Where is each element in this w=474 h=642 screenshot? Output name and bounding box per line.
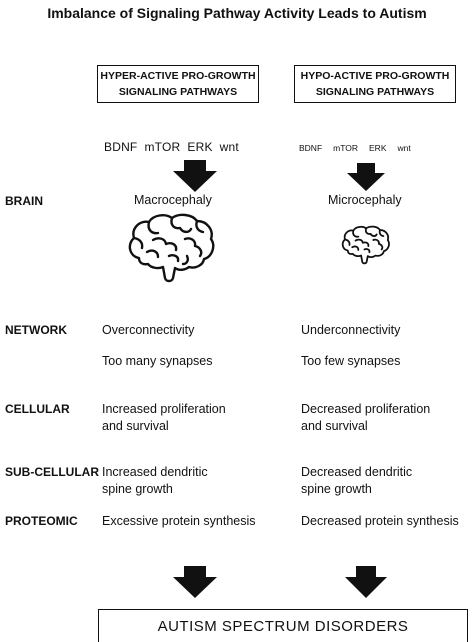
brain-icon <box>125 212 215 284</box>
cellular-left-value-2: and survival <box>102 419 169 433</box>
down-arrow-icon <box>173 566 217 598</box>
hyper-active-box-line1: HYPER-ACTIVE PRO-GROWTH <box>100 70 256 82</box>
cellular-right-value-1: Decreased proliferation <box>301 402 431 416</box>
network-left-value-1: Overconnectivity <box>102 323 195 337</box>
network-left-value-2: Too many synapses <box>102 354 213 368</box>
down-arrow-icon <box>347 163 385 191</box>
gene-label: ERK <box>369 143 387 153</box>
cellular-right-value-2: and survival <box>301 419 368 433</box>
subcellular-right-value-1: Decreased dendritic <box>301 465 413 479</box>
level-label-cellular: CELLULAR <box>5 402 70 416</box>
down-arrow-icon <box>173 160 217 192</box>
gene-label: ERK <box>187 140 213 154</box>
subcellular-left-value-2: spine growth <box>102 482 173 496</box>
level-label-proteomic: PROTEOMIC <box>5 514 78 528</box>
subcellular-right-value-2: spine growth <box>301 482 372 496</box>
gene-label: mTOR <box>333 143 359 153</box>
cellular-left-value-1: Increased proliferation <box>102 402 226 416</box>
hypo-active-box-line2: SIGNALING PATHWAYS <box>315 86 435 98</box>
diagram-title: Imbalance of Signaling Pathway Activity Leads to Autism <box>47 5 427 21</box>
down-arrow-icon <box>345 566 387 598</box>
gene-label: wnt <box>219 140 239 154</box>
level-label-network: NETWORK <box>5 323 67 337</box>
level-label-subcellular: SUB-CELLULAR <box>5 465 99 479</box>
hyper-active-box-line2: SIGNALING PATHWAYS <box>118 86 238 98</box>
autism-spectrum-disorders-box: AUTISM SPECTRUM DISORDERS <box>98 609 468 642</box>
brain-left-value: Macrocephaly <box>134 193 212 207</box>
hypo-active-gene-list <box>299 143 422 153</box>
gene-label: mTOR <box>144 140 181 154</box>
hypo-active-pathway-box <box>294 65 456 103</box>
gene-label: BDNF <box>104 140 138 154</box>
network-right-value-1: Underconnectivity <box>301 323 401 337</box>
gene-label: BDNF <box>299 143 323 153</box>
brain-icon <box>340 224 390 266</box>
level-label-brain: BRAIN <box>5 194 43 208</box>
network-right-value-2: Too few synapses <box>301 354 401 368</box>
hypo-active-box-line1: HYPO-ACTIVE PRO-GROWTH <box>300 70 450 82</box>
proteomic-left-value: Excessive protein synthesis <box>102 514 256 528</box>
brain-right-value: Microcephaly <box>328 193 402 207</box>
subcellular-left-value-1: Increased dendritic <box>102 465 208 479</box>
hyper-active-pathway-box <box>97 65 259 103</box>
hyper-active-gene-list <box>104 140 246 154</box>
gene-label: wnt <box>397 143 411 153</box>
proteomic-right-value: Decreased protein synthesis <box>301 514 459 528</box>
